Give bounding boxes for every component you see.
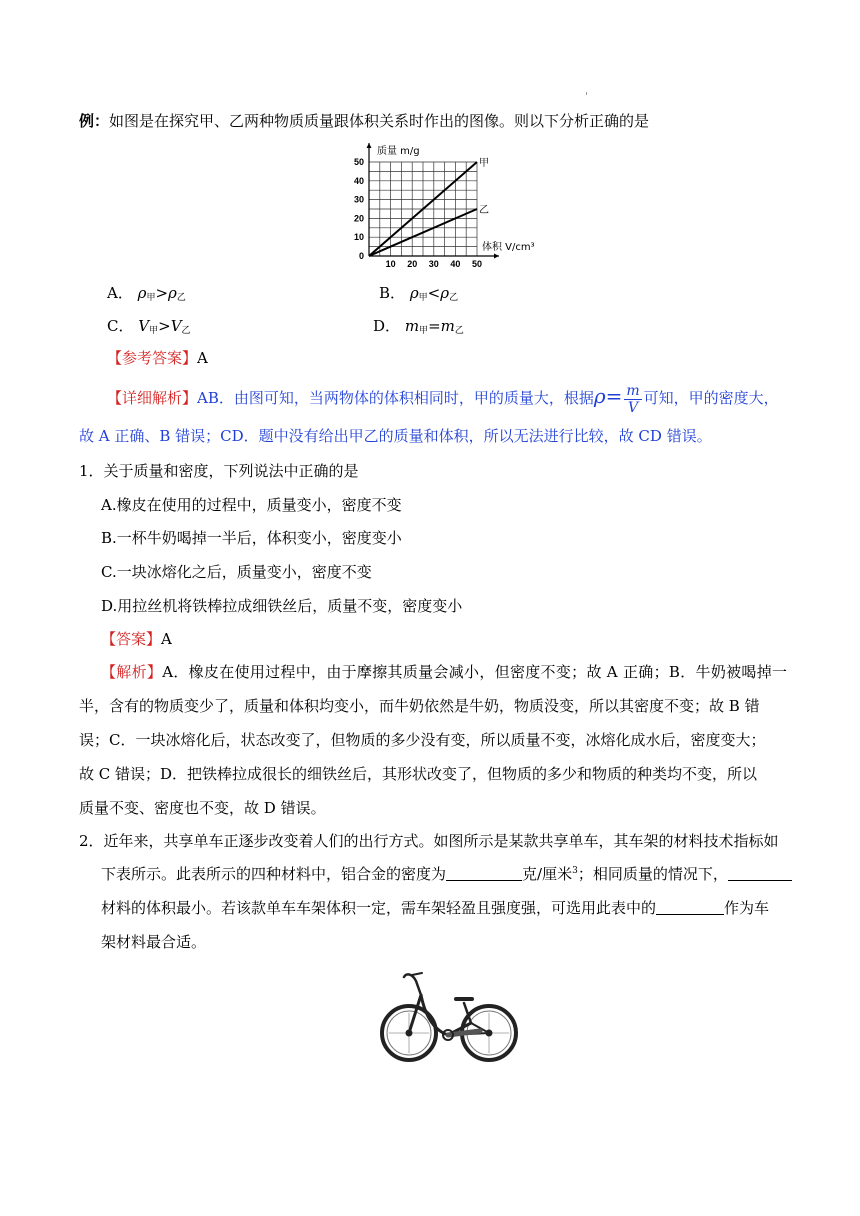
mass-volume-chart: [340, 140, 550, 268]
density-formula-lhs: ρ=: [593, 384, 623, 408]
series-label-1: 甲: [479, 158, 489, 169]
example-analysis-line2: 故 A 正确、B 错误；CD．题中没有给出甲乙的质量和体积，所以无法进行比较，故 CD 错误。: [79, 427, 712, 445]
y-tick-label: 30: [353, 194, 364, 205]
x-axis-arrow: [494, 254, 499, 259]
option-a-subscript-2: 乙: [176, 293, 186, 303]
option-c-operator: >: [158, 317, 171, 335]
q1-analysis-line3: 误；C．一块冰熔化后，状态改变了，但物质的多少没有变，所以质量不变，冰熔化成水后，密度变大；: [79, 731, 766, 749]
q1-option-a: A.橡皮在使用的过程中，质量变小，密度不变: [101, 496, 402, 514]
example-answer-value: A: [197, 349, 208, 367]
q2-line2-b: 克/厘米: [522, 865, 573, 883]
q2-line2-c: ；相同质量的情况下，: [577, 865, 728, 883]
y-tick-label: 20: [353, 213, 364, 224]
formula-numerator: m: [626, 382, 640, 399]
option-b-symbol-1: ρ: [409, 284, 419, 302]
y-tick-label: 10: [353, 232, 364, 243]
q1-answer-value: A: [161, 630, 172, 648]
x-tick-label: 40: [450, 259, 461, 268]
x-tick-label: 30: [428, 259, 439, 268]
example-option-d: [373, 315, 464, 336]
blank-aluminum-density[interactable]: [446, 866, 522, 881]
option-a-symbol-1: ρ: [137, 284, 147, 302]
option-d-symbol-2: m: [440, 317, 455, 335]
option-b-symbol-2: ρ: [440, 284, 450, 302]
q1-stem-text: 关于质量和密度，下列说法中正确的是: [103, 462, 359, 480]
option-b-operator: <: [427, 284, 441, 302]
example-prefix: 例：: [79, 112, 110, 130]
q1-analysis-line4: 故 C 错误；D．把铁棒拉成很长的细铁丝后，其形状改变了，但物质的多少和物质的种类均不变，所以: [79, 765, 758, 783]
example-answer-label: 【参考答案】: [107, 349, 198, 367]
q1-analysis-text: A．橡皮在使用过程中，由于摩擦其质量会减小，但密度不变；故 A 正确；B．牛奶被喝掉一: [162, 663, 788, 681]
q1-number: 1．: [79, 462, 104, 480]
example-analysis-text1: AB．由图可知，当两物体的体积相同时，甲的质量大，根据: [197, 389, 594, 407]
option-c-subscript-2: 乙: [181, 326, 191, 336]
x-tick-label: 10: [385, 259, 396, 268]
option-d-subscript-2: 乙: [454, 326, 464, 336]
option-c-subscript-1: 甲: [149, 326, 159, 336]
q2-line3-b: 作为车: [724, 899, 770, 917]
option-a-operator: >: [155, 284, 169, 302]
q1-stem: [79, 460, 359, 481]
option-c-text: [138, 317, 190, 335]
q2-line2-a: 下表所示。此表所示的四种材料中，铝合金的密度为: [101, 865, 447, 883]
y-axis-title: 质量 m/g: [377, 146, 420, 157]
q1-answer: [101, 628, 172, 649]
option-a-subscript-1: 甲: [146, 293, 156, 303]
q1-option-b: B.一杯牛奶喝掉一半后，体积变小，密度变小: [101, 529, 402, 547]
q1-option-d: D.用拉丝机将铁棒拉成细铁丝后，质量不变，密度变小: [101, 597, 463, 615]
y-tick-label: 0: [358, 251, 364, 261]
y-axis-arrow: [367, 143, 372, 148]
blank-best-frame-material[interactable]: [656, 900, 724, 915]
example-question: [79, 110, 649, 131]
x-tick-label: 50: [471, 259, 483, 268]
example-analysis-text2: 可知，甲的密度大，: [643, 389, 779, 407]
example-option-a: [107, 282, 186, 303]
example-question-text: 如图是在探究甲、乙两种物质质量跟体积关系时作出的图像。则以下分析正确的是: [109, 112, 650, 130]
option-c-symbol-1: V: [138, 317, 150, 335]
q1-analysis-line1: [101, 661, 787, 682]
q1-analysis-label: 【解析】: [101, 663, 163, 681]
series-label-2: 乙: [479, 205, 489, 216]
q1-option-c: C.一块冰熔化之后，质量变小，密度不变: [101, 563, 372, 581]
option-d-operator: =: [428, 317, 441, 335]
density-formula-fraction: [624, 383, 641, 416]
page-mark: [586, 92, 587, 95]
example-analysis-label: 【详细解析】: [107, 389, 198, 407]
q2-unit-exponent: 3: [572, 866, 578, 876]
option-a-symbol-2: ρ: [168, 284, 177, 302]
q2-line3: [101, 897, 769, 918]
option-b-subscript-2: 乙: [449, 293, 459, 303]
q2-line3-a: 材料的体积最小。若该款单车车架体积一定，需车架轻盈且强度强，可选用此表中的: [101, 899, 657, 917]
option-a-label: A．: [107, 284, 133, 302]
q2-line1-text: 近年来，共享单车正逐步改变着人们的出行方式。如图所示是某款共享单车，其车架的材料技术指标如: [103, 832, 779, 850]
shared-bicycle-image: [376, 965, 521, 1065]
blank-smallest-volume-material[interactable]: [728, 866, 792, 881]
option-c-label: C．: [107, 317, 134, 335]
y-tick-label: 50: [353, 157, 364, 167]
q1-analysis-line5: 质量不变、密度也不变，故 D 错误。: [79, 799, 326, 817]
q1-answer-label: 【答案】: [101, 630, 162, 648]
formula-denominator: V: [627, 399, 639, 416]
option-b-label: B．: [379, 284, 406, 302]
example-analysis-line1: [107, 378, 779, 414]
x-axis-title: 体积 V/cm³: [482, 242, 535, 253]
option-b-text: [410, 284, 458, 302]
option-d-text: [405, 317, 464, 335]
option-c-symbol-2: V: [170, 317, 182, 335]
option-b-subscript-1: 甲: [418, 293, 428, 303]
option-a-text: [138, 284, 186, 302]
option-d-symbol-1: m: [404, 317, 420, 335]
x-tick-label: 20: [407, 259, 418, 268]
example-option-b: [379, 282, 458, 303]
option-d-label: D．: [373, 317, 401, 335]
q2-line1: [79, 830, 779, 851]
q2-line2: [101, 863, 792, 884]
q2-line4: 架材料最合适。: [101, 933, 207, 951]
example-answer: [107, 347, 208, 368]
example-option-c: [107, 315, 191, 336]
q1-analysis-line2: 半，含有的物质变少了，质量和体积均变小，而牛奶依然是牛奶，物质没变，所以其密度不变；故 B 错: [79, 697, 760, 715]
option-d-subscript-1: 甲: [419, 326, 429, 336]
q2-number: 2．: [79, 832, 104, 850]
y-tick-label: 40: [353, 175, 364, 186]
